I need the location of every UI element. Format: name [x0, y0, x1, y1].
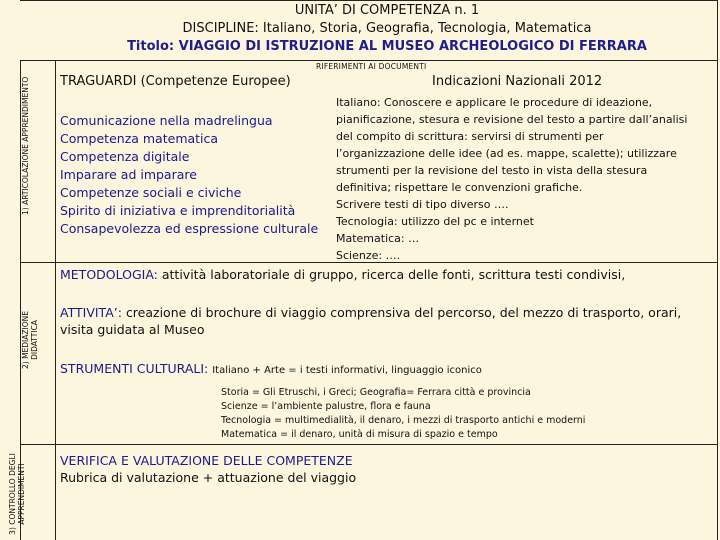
attivita-block	[60, 304, 700, 338]
verifica-block	[60, 452, 356, 486]
metodologia-line	[60, 266, 625, 283]
text-line: Scienze: ….	[336, 249, 401, 262]
indicazioni-text	[336, 94, 716, 264]
side-label-articolazione: 1) ARTICOLAZIONE APPRENDIMENTO	[21, 76, 30, 215]
title-label: Titolo:	[127, 39, 179, 54]
detail-line: Storia = Gli Etruschi, i Greci; Geografia= Ferrara città e provincia	[221, 387, 531, 398]
competence-list	[60, 112, 340, 238]
side-label-controllo: 3) CONTROLLO DEGLI APPRENDIMENTI	[8, 453, 26, 535]
text-line: del compito di scrittura: servirsi di strumenti per	[336, 130, 604, 143]
strumenti-details	[221, 386, 585, 442]
indicazioni-heading: Indicazioni Nazionali 2012	[432, 74, 603, 89]
section2-divider	[20, 444, 718, 445]
text-line: Italiano: Conoscere e applicare le procedure di ideazione,	[336, 96, 653, 109]
unit-title: UNITA’ DI COMPETENZA n. 1	[294, 3, 480, 18]
trip-title	[58, 38, 716, 56]
list-item: Consapevolezza ed espressione culturale	[60, 221, 319, 236]
outer-border-top	[20, 0, 718, 1]
document-header	[58, 2, 716, 60]
list-item: Competenza matematica	[60, 131, 219, 146]
strumenti-line	[60, 360, 482, 379]
text-line: pianificazione, stesura e revisione del testo a partire dall’analisi	[336, 113, 688, 126]
verifica-label: VERIFICA E VALUTAZIONE DELLE COMPETENZE	[60, 453, 353, 468]
text-line: Scrivere testi di tipo diverso ….	[336, 198, 509, 211]
detail-line: Tecnologia = multimedialità, il denaro, i mezzi di trasporto antichi e moderni	[221, 415, 586, 426]
side-label-mediazione: 2) MEDIAZIONE DIDATTICA	[21, 311, 39, 370]
detail-line: Matematica = il denaro, unità di misura di spazio e tempo	[221, 429, 498, 440]
text-line: definitiva; rispettare le convenzioni grafiche.	[336, 181, 583, 194]
list-item: Competenze sociali e civiche	[60, 185, 242, 200]
text-line: Tecnologia: utilizzo del pc e internet	[336, 215, 534, 228]
riferimenti-caption: RIFERIMENTI AI DOCUMENTI	[316, 62, 427, 71]
traguardi-heading: TRAGUARDI (Competenze Europee)	[60, 74, 291, 89]
disciplines-line: DISCIPLINE: Italiano, Storia, Geografia, Tecnologia, Matematica	[182, 21, 592, 36]
strumenti-value: Italiano + Arte = i testi informativi, linguaggio iconico	[212, 365, 482, 376]
metodologia-label: METODOLOGIA:	[60, 267, 162, 282]
verifica-value: Rubrica di valutazione + attuazione del viaggio	[60, 470, 357, 485]
strumenti-label: STRUMENTI CULTURALI:	[60, 361, 213, 376]
outer-border-right	[717, 0, 718, 540]
list-item: Competenza digitale	[60, 149, 190, 164]
label-column-border	[55, 60, 56, 540]
title-value: VIAGGIO DI ISTRUZIONE AL MUSEO ARCHEOLOGICO DI FERRARA	[178, 39, 647, 54]
detail-line: Scienze = l’ambiente palustre, flora e fauna	[221, 401, 431, 412]
list-item: Comunicazione nella madrelingua	[60, 113, 273, 128]
text-line: strumenti per la revisione del testo in vista della stesura	[336, 164, 648, 177]
list-item: Imparare ad imparare	[60, 167, 197, 182]
attivita-label: ATTIVITA’:	[60, 305, 126, 320]
text-line: Matematica: …	[336, 232, 420, 245]
header-divider	[20, 60, 718, 61]
list-item: Spirito di iniziativa e imprenditorialità	[60, 203, 296, 218]
text-line: l’organizzazione delle idee (ad es. mappe, scalette); utilizzare	[336, 147, 677, 160]
attivita-value: creazione di brochure di viaggio comprensiva del percorso, del mezzo di trasporto, orari, visita guidata al Museo	[60, 305, 682, 337]
metodologia-value: attività laboratoriale di gruppo, ricerca delle fonti, scrittura testi condivisi,	[161, 267, 626, 282]
